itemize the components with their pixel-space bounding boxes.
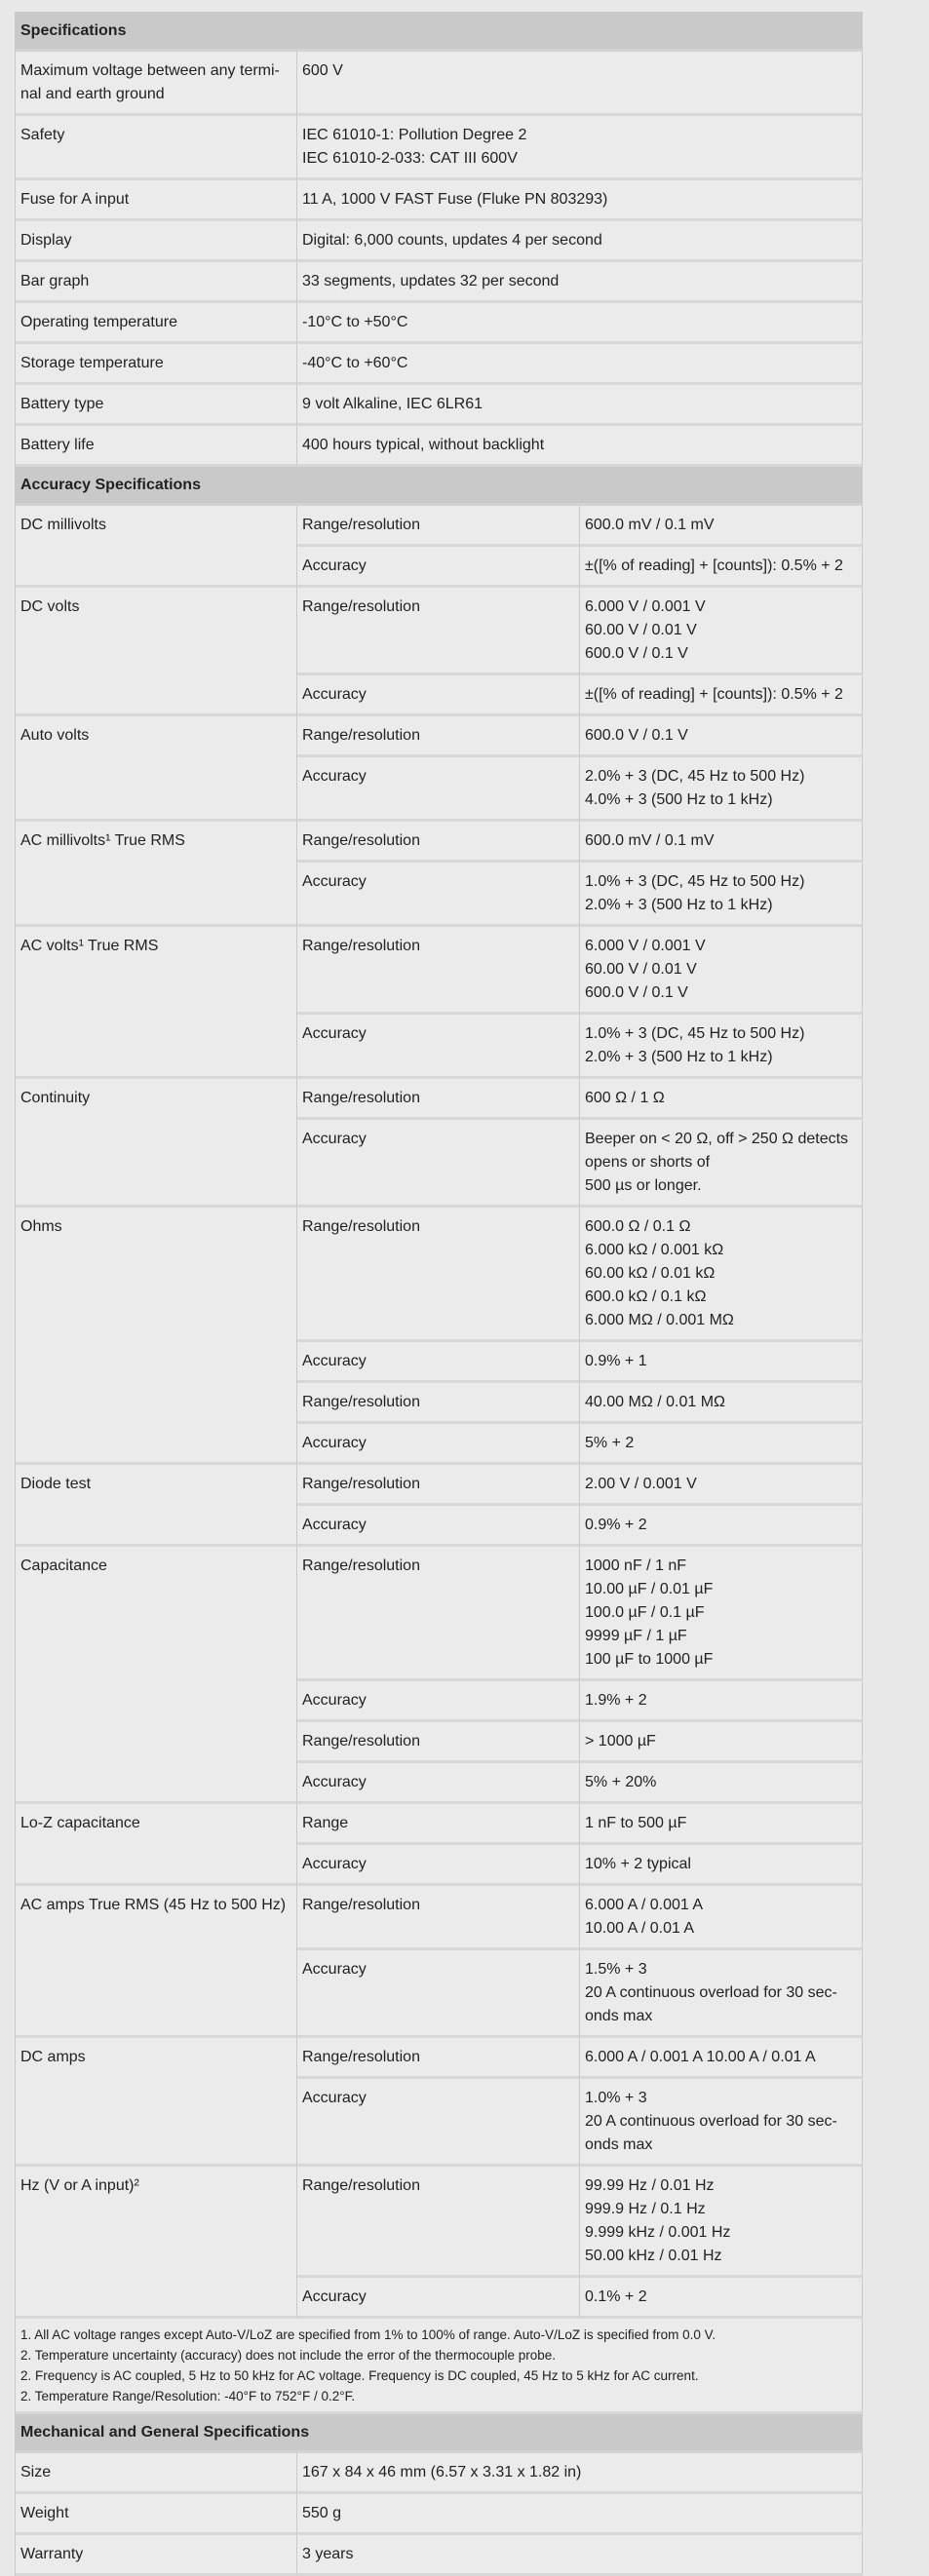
section-header-row (16, 2414, 863, 2453)
accuracy-row (16, 506, 863, 547)
cell-line: 2. Temperature uncertainty (accuracy) does not include the error of the thermocouple probe. (20, 2348, 557, 2363)
measurement-function: Ohms (16, 1208, 297, 1465)
measurement-function: Auto volts (16, 716, 297, 822)
spec-label: Fuse for A input (16, 180, 297, 221)
parameter-label: Accuracy (297, 1763, 580, 1804)
cell-line: 6.000 V / 0.001 V (585, 938, 706, 954)
spec-value (297, 221, 863, 262)
parameter-value (580, 675, 863, 716)
measurement-function: DC volts (16, 588, 297, 716)
cell-line: ±([% of reading] + [counts]): 0.5% + 2 (585, 557, 843, 574)
parameter-value (580, 1950, 863, 2038)
cell-line: 6.000 MΩ / 0.001 MΩ (585, 1312, 734, 1328)
cell-line: 5% + 20% (585, 1774, 657, 1790)
cell-line: 6.000 A / 0.001 A 10.00 A / 0.01 A (585, 2049, 816, 2065)
parameter-label: Accuracy (297, 675, 580, 716)
measurement-function: AC millivolts¹ True RMS (16, 822, 297, 927)
parameter-value (580, 588, 863, 675)
accuracy-row (16, 1208, 863, 1342)
parameter-value (580, 1342, 863, 1383)
parameter-label: Accuracy (297, 1120, 580, 1208)
parameter-value (580, 2278, 863, 2319)
cell-line: 3 years (302, 2546, 354, 2562)
parameter-label: Range/resolution (297, 2167, 580, 2278)
cell-line: 2. Temperature Range/Resolution: -40°F to 752°F / 0.2°F. (20, 2389, 356, 2403)
cell-line: 99.99 Hz / 0.01 Hz (585, 2177, 715, 2194)
spec-row (16, 2535, 863, 2576)
cell-line: 600.0 V / 0.1 V (585, 727, 688, 744)
cell-line: 2.0% + 3 (500 Hz to 1 kHz) (585, 897, 773, 913)
cell-line: 600.0 kΩ / 0.1 kΩ (585, 1288, 707, 1305)
parameter-label: Accuracy (297, 1681, 580, 1722)
measurement-function: Capacitance (16, 1547, 297, 1804)
parameter-label: Accuracy (297, 2079, 580, 2167)
parameter-value (580, 822, 863, 863)
cell-line: 600.0 mV / 0.1 mV (585, 517, 715, 533)
spec-label: Battery type (16, 385, 297, 426)
cell-line: Beeper on < 20 Ω, off > 250 Ω detects (585, 1131, 849, 1147)
spec-value (297, 262, 863, 303)
parameter-label: Range/resolution (297, 1465, 580, 1506)
spec-row (16, 303, 863, 344)
parameter-label: Range/resolution (297, 2038, 580, 2079)
spec-value (297, 2535, 863, 2576)
section-title: Mechanical and General Specifications (16, 2414, 863, 2453)
parameter-value (580, 1547, 863, 1681)
spec-table-body (16, 13, 863, 2576)
parameter-value (580, 757, 863, 822)
cell-line: 9999 µF / 1 µF (585, 1628, 687, 1644)
cell-line: 600 V (302, 62, 343, 79)
spec-row (16, 180, 863, 221)
cell-line: 20 A continuous overload for 30 sec- (585, 1984, 837, 2001)
cell-line: 2. Frequency is AC coupled, 5 Hz to 50 kHz for AC voltage. Frequency is DC coupled, 45 Hz to 5 kHz for AC current. (20, 2368, 699, 2383)
cell-line: ±([% of reading] + [counts]): 0.5% + 2 (585, 686, 843, 703)
parameter-value (580, 1015, 863, 1079)
cell-line: > 1000 µF (585, 1733, 656, 1749)
cell-line: onds max (585, 2008, 653, 2024)
cell-line: 6.000 V / 0.001 V (585, 598, 706, 615)
parameter-label: Range/resolution (297, 506, 580, 547)
spec-row (16, 116, 863, 180)
cell-line: 100 µF to 1000 µF (585, 1651, 714, 1668)
cell-line: 40.00 MΩ / 0.01 MΩ (585, 1394, 725, 1410)
parameter-label: Accuracy (297, 1424, 580, 1465)
parameter-label: Range/resolution (297, 1383, 580, 1424)
cell-line: IEC 61010-1: Pollution Degree 2 (302, 127, 527, 143)
spec-sheet (15, 12, 862, 2576)
parameter-label: Accuracy (297, 1845, 580, 1886)
spec-value (297, 180, 863, 221)
spec-value (297, 426, 863, 467)
cell-line: opens or shorts of (585, 1154, 711, 1171)
cell-line: 33 segments, updates 32 per second (302, 273, 560, 289)
accuracy-row (16, 1547, 863, 1681)
cell-line: 999.9 Hz / 0.1 Hz (585, 2201, 706, 2217)
parameter-value (580, 1804, 863, 1845)
parameter-value (580, 1722, 863, 1763)
measurement-function: AC amps True RMS (45 Hz to 500 Hz) (16, 1886, 297, 2038)
measurement-function: Continuity (16, 1079, 297, 1208)
cell-line: 50.00 kHz / 0.01 Hz (585, 2248, 722, 2264)
cell-line: Digital: 6,000 counts, updates 4 per second (302, 232, 602, 249)
parameter-label: Range/resolution (297, 822, 580, 863)
parameter-value (580, 506, 863, 547)
parameter-label: Range/resolution (297, 588, 580, 675)
cell-line: 20 A continuous overload for 30 sec- (585, 2113, 837, 2130)
parameter-label: Range/resolution (297, 1722, 580, 1763)
parameter-label: Accuracy (297, 547, 580, 588)
cell-line: 600.0 V / 0.1 V (585, 984, 688, 1001)
spec-value (297, 2494, 863, 2535)
spec-row (16, 426, 863, 467)
spec-label: Warranty (16, 2535, 297, 2576)
spec-value (297, 116, 863, 180)
cell-line: -10°C to +50°C (302, 314, 408, 330)
parameter-label: Accuracy (297, 1950, 580, 2038)
cell-line: 11 A, 1000 V FAST Fuse (Fluke PN 803293) (302, 191, 608, 208)
cell-line: 600 Ω / 1 Ω (585, 1090, 665, 1106)
cell-line: nal and earth ground (20, 86, 165, 102)
cell-line: 600.0 mV / 0.1 mV (585, 832, 715, 849)
parameter-value (580, 547, 863, 588)
cell-line: 167 x 84 x 46 mm (6.57 x 3.31 x 1.82 in) (302, 2464, 582, 2480)
cell-line: 60.00 V / 0.01 V (585, 961, 697, 978)
accuracy-row (16, 1079, 863, 1120)
cell-line: 10.00 µF / 0.01 µF (585, 1581, 714, 1597)
accuracy-row (16, 1886, 863, 1950)
parameter-value (580, 2079, 863, 2167)
section-header-row (16, 467, 863, 506)
measurement-function: Hz (V or A input)² (16, 2167, 297, 2319)
spec-label (16, 52, 297, 116)
accuracy-row (16, 927, 863, 1015)
cell-line: 9 volt Alkaline, IEC 6LR61 (302, 396, 483, 412)
cell-line: 5% + 2 (585, 1435, 635, 1451)
cell-line: 1000 nF / 1 nF (585, 1557, 687, 1574)
parameter-value (580, 863, 863, 927)
cell-line: Maximum voltage between any termi- (20, 62, 280, 79)
parameter-label: Range (297, 1804, 580, 1845)
cell-line: 10% + 2 typical (585, 1856, 691, 1872)
parameter-value (580, 1886, 863, 1950)
parameter-label: Range/resolution (297, 716, 580, 757)
cell-line: 60.00 V / 0.01 V (585, 622, 697, 638)
parameter-value (580, 1208, 863, 1342)
cell-line: 60.00 kΩ / 0.01 kΩ (585, 1265, 716, 1282)
section-title: Accuracy Specifications (16, 467, 863, 506)
accuracy-row (16, 2167, 863, 2278)
parameter-label: Accuracy (297, 1015, 580, 1079)
parameter-value (580, 1506, 863, 1547)
parameter-value (580, 1763, 863, 1804)
spec-label: Storage temperature (16, 344, 297, 385)
parameter-value (580, 716, 863, 757)
measurement-function: AC volts¹ True RMS (16, 927, 297, 1079)
cell-line: 2.00 V / 0.001 V (585, 1476, 697, 1492)
spec-label: Weight (16, 2494, 297, 2535)
cell-line: 2.0% + 3 (500 Hz to 1 kHz) (585, 1049, 773, 1065)
accuracy-row (16, 1804, 863, 1845)
spec-label: Operating temperature (16, 303, 297, 344)
measurement-function: Lo-Z capacitance (16, 1804, 297, 1886)
cell-line: 0.9% + 1 (585, 1353, 647, 1369)
measurement-function: Diode test (16, 1465, 297, 1547)
cell-line: 0.1% + 2 (585, 2288, 647, 2305)
parameter-value (580, 1120, 863, 1208)
cell-line: 10.00 A / 0.01 A (585, 1920, 695, 1937)
footnotes-row (16, 2319, 863, 2414)
cell-line: 0.9% + 2 (585, 1517, 647, 1533)
parameter-label: Accuracy (297, 2278, 580, 2319)
parameter-value (580, 2167, 863, 2278)
cell-line: 4.0% + 3 (500 Hz to 1 kHz) (585, 791, 773, 808)
cell-line: 1.0% + 3 (DC, 45 Hz to 500 Hz) (585, 873, 805, 890)
spec-value (297, 385, 863, 426)
accuracy-row (16, 716, 863, 757)
cell-line: 6.000 kΩ / 0.001 kΩ (585, 1242, 724, 1258)
cell-line: onds max (585, 2136, 653, 2153)
spec-row (16, 2453, 863, 2494)
spec-row (16, 344, 863, 385)
cell-line: 100.0 µF / 0.1 µF (585, 1604, 705, 1621)
spec-value (297, 344, 863, 385)
parameter-value (580, 1465, 863, 1506)
cell-line: 1 nF to 500 µF (585, 1815, 687, 1831)
accuracy-row (16, 588, 863, 675)
measurement-function: DC millivolts (16, 506, 297, 588)
parameter-label: Range/resolution (297, 1079, 580, 1120)
section-title: Specifications (16, 13, 863, 52)
cell-line: 1. All AC voltage ranges except Auto-V/LoZ are specified from 1% to 100% of range. Auto-V/LoZ is specified from 0.0 V. (20, 2327, 716, 2342)
parameter-value (580, 1383, 863, 1424)
accuracy-row (16, 822, 863, 863)
parameter-value (580, 2038, 863, 2079)
spec-table (15, 12, 863, 2576)
parameter-value (580, 1681, 863, 1722)
parameter-value (580, 927, 863, 1015)
section-header-row (16, 13, 863, 52)
cell-line: 550 g (302, 2505, 342, 2521)
parameter-label: Range/resolution (297, 1886, 580, 1950)
spec-label: Display (16, 221, 297, 262)
spec-value (297, 52, 863, 116)
accuracy-row (16, 1465, 863, 1506)
spec-row (16, 262, 863, 303)
cell-line: IEC 61010-2-033: CAT III 600V (302, 150, 518, 167)
cell-line: 1.0% + 3 (DC, 45 Hz to 500 Hz) (585, 1025, 805, 1042)
parameter-label: Accuracy (297, 1342, 580, 1383)
cell-line: 1.5% + 3 (585, 1961, 647, 1978)
cell-line: 6.000 A / 0.001 A (585, 1897, 703, 1913)
accuracy-row (16, 2038, 863, 2079)
spec-label: Bar graph (16, 262, 297, 303)
spec-row (16, 385, 863, 426)
cell-line: 1.9% + 2 (585, 1692, 647, 1709)
cell-line: 600.0 Ω / 0.1 Ω (585, 1218, 691, 1235)
cell-line: 600.0 V / 0.1 V (585, 645, 688, 662)
cell-line: 500 µs or longer. (585, 1177, 702, 1194)
parameter-value (580, 1845, 863, 1886)
cell-line: -40°C to +60°C (302, 355, 408, 371)
cell-line: 2.0% + 3 (DC, 45 Hz to 500 Hz) (585, 768, 805, 785)
parameter-value (580, 1079, 863, 1120)
spec-row (16, 52, 863, 116)
parameter-value (580, 1424, 863, 1465)
cell-line: 400 hours typical, without backlight (302, 437, 545, 453)
spec-row (16, 2494, 863, 2535)
spec-value (297, 303, 863, 344)
spec-value (297, 2453, 863, 2494)
cell-line: 9.999 kHz / 0.001 Hz (585, 2224, 731, 2241)
spec-label: Safety (16, 116, 297, 180)
parameter-label: Accuracy (297, 757, 580, 822)
footnotes (16, 2319, 863, 2414)
parameter-label: Range/resolution (297, 1208, 580, 1342)
parameter-label: Accuracy (297, 863, 580, 927)
cell-line: 1.0% + 3 (585, 2090, 647, 2106)
parameter-label: Range/resolution (297, 1547, 580, 1681)
parameter-label: Range/resolution (297, 927, 580, 1015)
spec-label: Size (16, 2453, 297, 2494)
spec-label: Battery life (16, 426, 297, 467)
parameter-label: Accuracy (297, 1506, 580, 1547)
measurement-function: DC amps (16, 2038, 297, 2167)
spec-row (16, 221, 863, 262)
